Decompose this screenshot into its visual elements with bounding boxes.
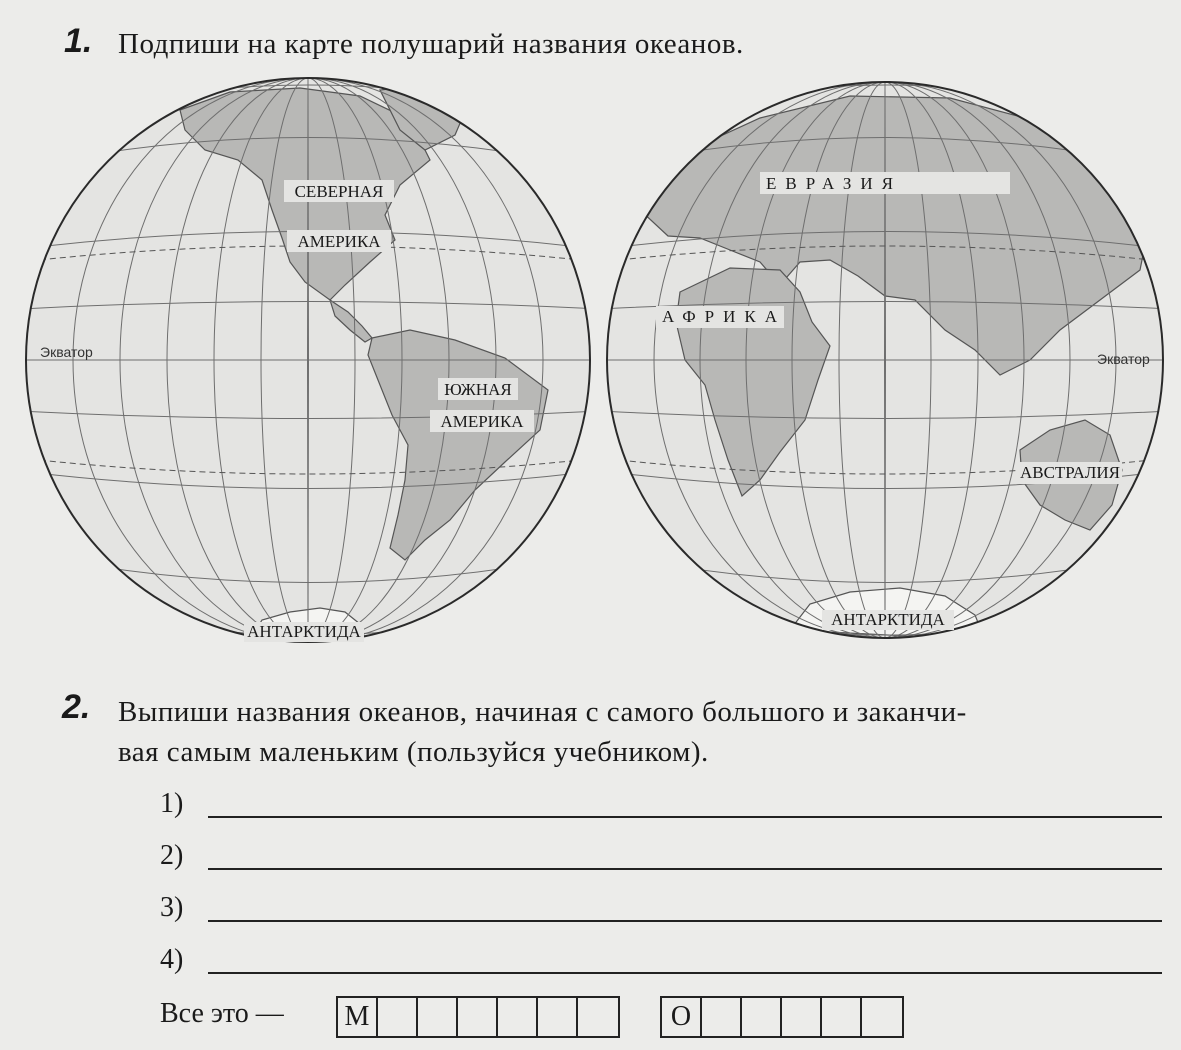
western-hemisphere bbox=[20, 78, 600, 642]
label-north-america-1: СЕВЕРНАЯ bbox=[294, 182, 384, 201]
answer-row-1 bbox=[160, 784, 1162, 824]
answer-number: 3) bbox=[160, 892, 184, 923]
letter-box[interactable] bbox=[742, 998, 782, 1036]
letter-box[interactable] bbox=[378, 998, 418, 1036]
label-equator-west: Экватор bbox=[40, 344, 93, 360]
label-south-america-2: АМЕРИКА bbox=[440, 412, 524, 431]
task1-text: Подпиши на карте полушарий названия океанов. bbox=[118, 28, 744, 60]
letter-box[interactable]: О bbox=[662, 998, 702, 1036]
letter-box[interactable] bbox=[458, 998, 498, 1036]
task2-number: 2. bbox=[62, 688, 91, 726]
letter-box[interactable] bbox=[822, 998, 862, 1036]
answer-line[interactable] bbox=[208, 920, 1162, 922]
label-south-america-1: ЮЖНАЯ bbox=[444, 380, 512, 399]
task2-text-line1: Выпиши названия океанов, начиная с самого большого и заканчи- bbox=[118, 696, 967, 728]
letter-box[interactable] bbox=[702, 998, 742, 1036]
label-australia: АВСТРАЛИЯ bbox=[1019, 463, 1121, 482]
answer-row-4 bbox=[160, 940, 1162, 980]
letter-box[interactable] bbox=[538, 998, 578, 1036]
letter-box[interactable] bbox=[498, 998, 538, 1036]
letter-box[interactable] bbox=[578, 998, 618, 1036]
word1-boxes bbox=[336, 996, 620, 1038]
letter-box[interactable] bbox=[418, 998, 458, 1036]
label-north-america-2: АМЕРИКА bbox=[297, 232, 381, 251]
task2-text-line2: вая самым маленьким (пользуйся учебником). bbox=[118, 736, 709, 768]
answer-line[interactable] bbox=[208, 972, 1162, 974]
label-africa: АФРИКА bbox=[662, 307, 786, 326]
eastern-hemisphere bbox=[600, 82, 1170, 640]
letter-box[interactable]: М bbox=[338, 998, 378, 1036]
answer-number: 1) bbox=[160, 788, 184, 819]
answer-row-2 bbox=[160, 836, 1162, 876]
letter-box[interactable] bbox=[862, 998, 902, 1036]
answer-number: 4) bbox=[160, 944, 184, 975]
label-antarctica-east: АНТАРКТИДА bbox=[831, 610, 945, 629]
label-equator-east: Экватор bbox=[1097, 351, 1150, 367]
answer-line[interactable] bbox=[208, 816, 1162, 818]
answer-number: 2) bbox=[160, 840, 184, 871]
label-eurasia: ЕВРАЗИЯ bbox=[766, 174, 902, 193]
answer-line[interactable] bbox=[208, 868, 1162, 870]
answer-row-3 bbox=[160, 888, 1162, 928]
label-antarctica-west: АНТАРКТИДА bbox=[247, 622, 361, 641]
summary-label: Все это — bbox=[160, 998, 284, 1029]
task1-number: 1. bbox=[64, 22, 93, 60]
word2-boxes bbox=[660, 996, 904, 1038]
letter-box[interactable] bbox=[782, 998, 822, 1036]
